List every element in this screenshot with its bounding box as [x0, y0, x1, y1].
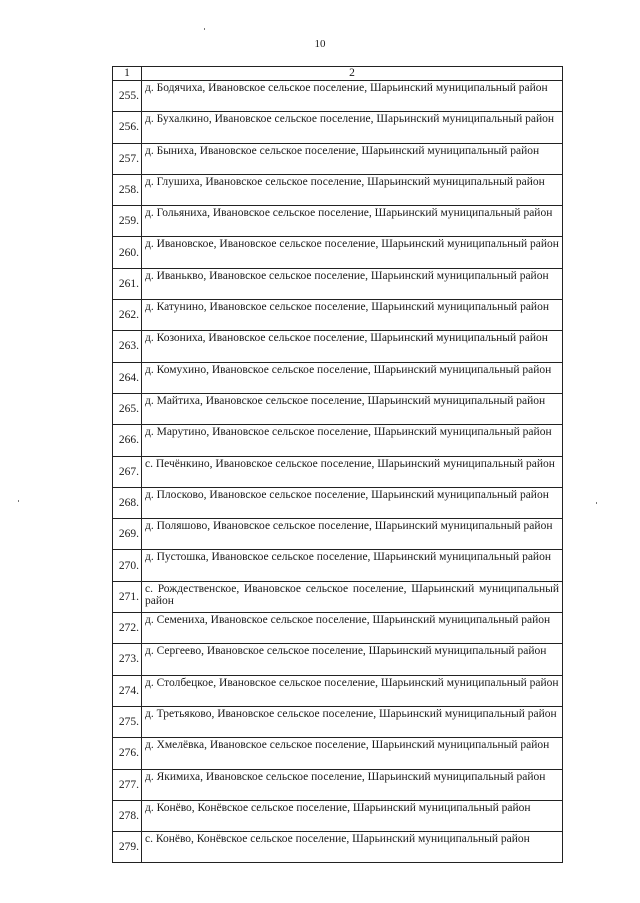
row-number: 275. [113, 706, 142, 737]
table-row [113, 487, 563, 518]
settlement-name: д. Бодячиха, Ивановское сельское поселение, Шарьинский муниципальный район [142, 81, 563, 112]
settlement-name: д. Иванькво, Ивановское сельское поселение, Шарьинский муниципальный район [142, 268, 563, 299]
row-number: 260. [113, 237, 142, 268]
table-row [113, 550, 563, 581]
table-row [113, 832, 563, 863]
settlement-name: с. Конёво, Конёвское сельское поселение, Шарьинский муниципальный район [142, 832, 563, 863]
table-row [113, 81, 563, 112]
settlement-name: д. Сергеево, Ивановское сельское поселение, Шарьинский муниципальный район [142, 644, 563, 675]
table-row [113, 206, 563, 237]
settlement-name: д. Пустошка, Ивановское сельское поселение, Шарьинский муниципальный район [142, 550, 563, 581]
settlement-name: д. Катунино, Ивановское сельское поселение, Шарьинский муниципальный район [142, 300, 563, 331]
settlement-name: д. Хмелёвка, Ивановское сельское поселение, Шарьинский муниципальный район [142, 738, 563, 769]
table-row [113, 425, 563, 456]
row-number: 277. [113, 769, 142, 800]
scan-speck [18, 500, 19, 502]
row-number: 271. [113, 581, 142, 612]
table-row [113, 331, 563, 362]
row-number: 267. [113, 456, 142, 487]
settlement-name: д. Бухалкино, Ивановское сельское поселение, Шарьинский муниципальный район [142, 112, 563, 143]
row-number: 262. [113, 300, 142, 331]
settlement-name: д. Конёво, Конёвское сельское поселение, Шарьинский муниципальный район [142, 800, 563, 831]
table-row [113, 519, 563, 550]
table-row [113, 393, 563, 424]
settlement-name: д. Семениха, Ивановское сельское поселение, Шарьинский муниципальный район [142, 613, 563, 644]
settlement-name: д. Ивановское, Ивановское сельское поселение, Шарьинский муниципальный район [142, 237, 563, 268]
settlement-name: д. Быниха, Ивановское сельское поселение, Шарьинский муниципальный район [142, 143, 563, 174]
row-number: 270. [113, 550, 142, 581]
settlement-name: д. Гольяниха, Ивановское сельское поселение, Шарьинский муниципальный район [142, 206, 563, 237]
page-number: 10 [314, 38, 326, 50]
row-number: 274. [113, 675, 142, 706]
row-number: 257. [113, 143, 142, 174]
scan-speck [204, 28, 205, 30]
settlement-name: д. Глушиха, Ивановское сельское поселение, Шарьинский муниципальный район [142, 174, 563, 205]
scan-speck [596, 502, 597, 504]
settlement-name: д. Майтиха, Ивановское сельское поселение, Шарьинский муниципальный район [142, 393, 563, 424]
settlement-name: д. Комухино, Ивановское сельское поселение, Шарьинский муниципальный район [142, 362, 563, 393]
settlement-name: д. Столбецкое, Ивановское сельское поселение, Шарьинский муниципальный район [142, 675, 563, 706]
row-number: 256. [113, 112, 142, 143]
settlement-name: д. Козониха, Ивановское сельское поселение, Шарьинский муниципальный район [142, 331, 563, 362]
settlements-table [112, 66, 563, 863]
table-row [113, 738, 563, 769]
row-number: 263. [113, 331, 142, 362]
table-row [113, 268, 563, 299]
row-number: 255. [113, 81, 142, 112]
row-number: 268. [113, 487, 142, 518]
row-number: 273. [113, 644, 142, 675]
table-row [113, 362, 563, 393]
settlement-name: д. Поляшово, Ивановское сельское поселение, Шарьинский муниципальный район [142, 519, 563, 550]
settlement-name: с. Рождественское, Ивановское сельское поселение, Шарьинский муниципальный район [142, 581, 563, 612]
table-row [113, 300, 563, 331]
row-number: 276. [113, 738, 142, 769]
row-number: 259. [113, 206, 142, 237]
table-row [113, 800, 563, 831]
settlement-name: с. Печёнкино, Ивановское сельское поселение, Шарьинский муниципальный район [142, 456, 563, 487]
settlement-name: д. Якимиха, Ивановское сельское поселение, Шарьинский муниципальный район [142, 769, 563, 800]
table-row [113, 174, 563, 205]
header-col-1: 1 [113, 67, 142, 81]
table-header-row [113, 67, 563, 81]
row-number: 264. [113, 362, 142, 393]
row-number: 258. [113, 174, 142, 205]
table-row [113, 143, 563, 174]
table-row [113, 706, 563, 737]
table-row [113, 769, 563, 800]
settlement-name: д. Марутино, Ивановское сельское поселение, Шарьинский муниципальный район [142, 425, 563, 456]
row-number: 272. [113, 613, 142, 644]
table-row [113, 581, 563, 612]
table-row [113, 237, 563, 268]
row-number: 278. [113, 800, 142, 831]
table-row [113, 112, 563, 143]
settlement-name: д. Плосково, Ивановское сельское поселение, Шарьинский муниципальный район [142, 487, 563, 518]
row-number: 279. [113, 832, 142, 863]
table-row [113, 675, 563, 706]
table-row [113, 613, 563, 644]
row-number: 269. [113, 519, 142, 550]
table-row [113, 644, 563, 675]
table-row [113, 456, 563, 487]
settlement-name: д. Третьяково, Ивановское сельское поселение, Шарьинский муниципальный район [142, 706, 563, 737]
row-number: 266. [113, 425, 142, 456]
row-number: 261. [113, 268, 142, 299]
row-number: 265. [113, 393, 142, 424]
header-col-2: 2 [142, 67, 563, 81]
